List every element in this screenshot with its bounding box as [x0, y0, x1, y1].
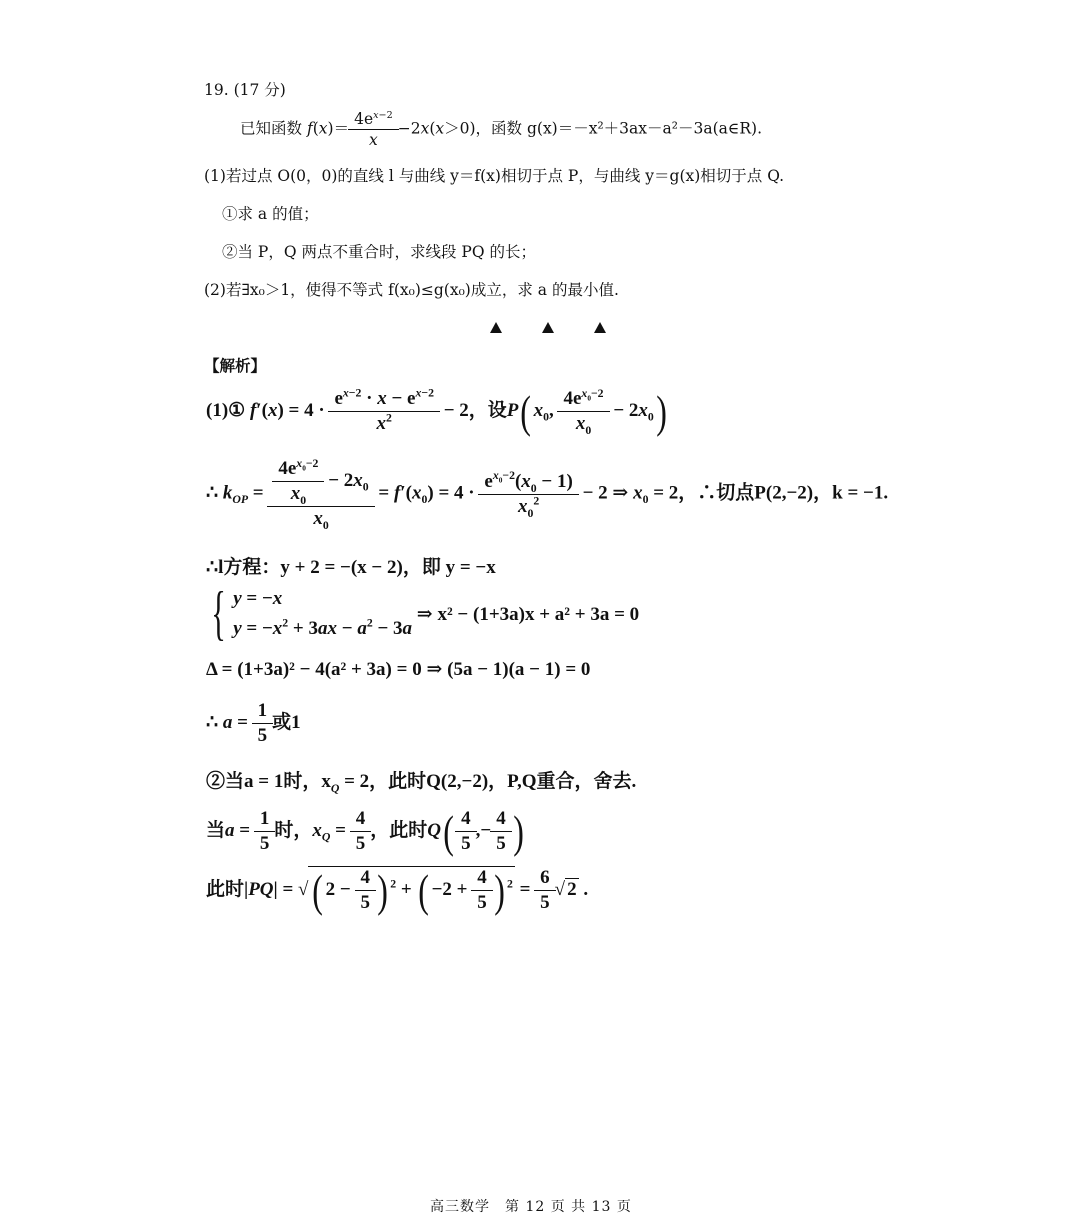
question-part1-2: ②当 P，Q 两点不重合时，求线段 PQ 的长；	[222, 243, 536, 261]
solution-line-slope: ∴ $k_{OP}$ = $\frac{4e^{x_0-2}}{x_0}$ − $2x_0$ $x_0$ = $f'(x_0) = 4$ · $\frac{e^{x_0-2}(x_0 - 1)}{x_0^2}$ − 2 ⇒ $x_0 = 2$，∴切点P(2,−2)，k = −1.	[206, 456, 889, 532]
solution-line-system: { y = −x $y = -x^2 + 3ax - a^2 - 3a$ ⇒ x² − (1+3a)x + a² + 3a = 0	[211, 580, 640, 647]
solution-line-discriminant: Δ = (1+3a)² − 4(a² + 3a) = 0 ⇒ (5a − 1)(a − 1) = 0	[206, 659, 591, 680]
section-label: 【解析】	[204, 356, 267, 375]
page-footer: 高三数学 第 12 页 共 13 页	[430, 1199, 632, 1215]
question-part1: (1)若过点 O(0，0)的直线 l 与曲线 y＝f(x)相切于点 P，与曲线 y＝g(x)相切于点 Q.	[204, 167, 785, 185]
question-number: 19. (17 分)	[204, 81, 286, 99]
question-part1-1: ①求 a 的值；	[222, 205, 319, 223]
triangle-icon	[542, 322, 554, 333]
triangle-icon	[594, 322, 606, 333]
question-part2: (2)若∃x₀＞1，使得不等式 f(x₀)≤g(x₀)成立，求 a 的最小值.	[204, 281, 619, 299]
solution-line-case2: 当a = $\frac{1}{5}$ 时，$x_Q$ = $\frac{4}{5}$ ，此时Q( $\frac{4}{5}$ ,− $\frac{4}{5}$ )	[206, 805, 524, 857]
question-stem: 已知函数 f(x)＝ $\frac{4e^{x-2}}{x}$ −2x(x＞0)，函数 g(x)＝－x²＋3ax－a²－3a(a∈R).	[240, 109, 762, 149]
solution-line-a-values: ∴ a = $\frac{1}{5}$ 或1	[206, 700, 301, 746]
solution-line-length: 此时|PQ| = √( 2 − $\frac{4}{5}$ ) $^2$ + ( −2 + $\frac{4}{5}$ ) $^2$ = $\frac{6}{5}$ √ 2 .	[206, 864, 589, 916]
solution-line-case1: ②当a = 1时，$x_Q = 2$，此时Q(2,−2)，P,Q重合，舍去.	[206, 771, 637, 795]
solution-line-tangent: ∴l方程：y + 2 = −(x − 2)，即 y = −x	[206, 557, 496, 578]
solution-line-derivative: (1)① f′(x) = 4 · $\frac{e^{x-2} \cdot x - e^{x-2}}{x^2}$ − 2，设P( $x_0$, $\frac{4e^{x_0-2}}{x_0}$ − $2x_0$)	[206, 385, 667, 437]
separator-triangles	[470, 318, 626, 337]
triangle-icon	[490, 322, 502, 333]
